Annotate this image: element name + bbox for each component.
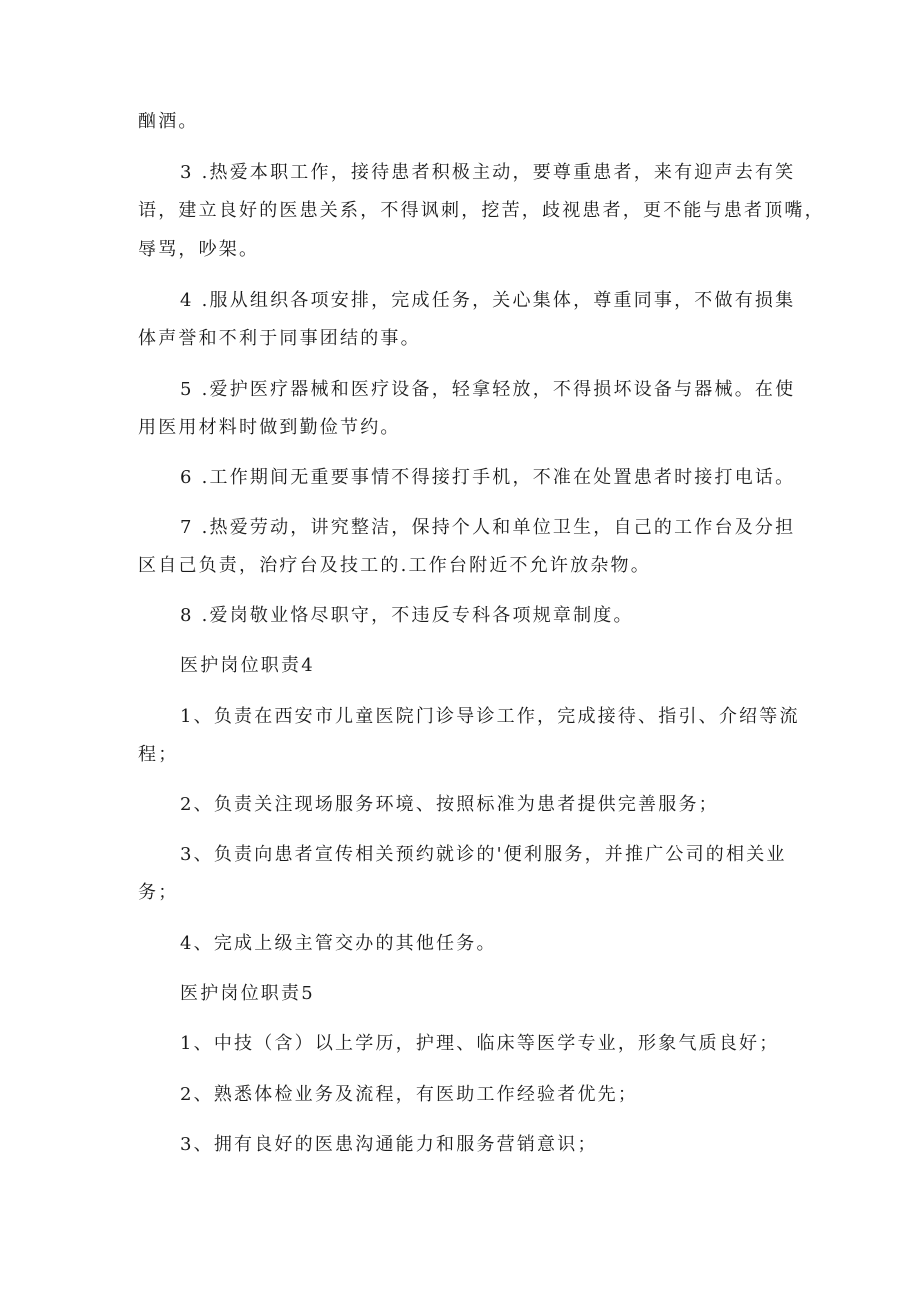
text-line: 区自己负责，治疗台及技工的.工作台附近不允许放杂物。 (138, 555, 651, 576)
section-heading: 医护岗位职责5 (180, 983, 315, 1004)
text-line: 用医用材料时做到勤俭节约。 (138, 417, 401, 438)
section-heading: 医护岗位职责4 (180, 655, 315, 676)
text-line: 4、完成上级主管交办的其他任务。 (180, 933, 497, 954)
text-line: 3、拥有良好的医患沟通能力和服务营销意识； (180, 1134, 598, 1155)
text-line: 8 .爱岗敬业恪尽职守，不违反专科各项规章制度。 (180, 605, 634, 626)
text-line: 辱骂，吵架。 (138, 239, 260, 260)
text-line: 6 .工作期间无重要事情不得接打手机，不准在处置患者时接打电话。 (180, 467, 796, 488)
text-line: 2、熟悉体检业务及流程，有医助工作经验者优先； (180, 1084, 639, 1105)
text-line: 7 .热爱劳动，讲究整洁，保持个人和单位卫生，自己的工作台及分担 (180, 517, 796, 538)
text-line: 酗酒。 (138, 111, 199, 132)
text-line: 程； (138, 744, 179, 765)
text-line: 1、负责在西安市儿童医院门诊导诊工作，完成接待、指引、介绍等流 (180, 706, 800, 727)
text-line: 2、负责关注现场服务环境、按照标准为患者提供完善服务； (180, 794, 719, 815)
text-line: 务； (138, 882, 179, 903)
text-line: 3 .热爱本职工作，接待患者积极主动，要尊重患者，来有迎声去有笑 (180, 162, 796, 183)
text-line: 体声誉和不利于同事团结的事。 (138, 328, 421, 349)
text-line: 5 .爱护医疗器械和医疗设备，轻拿轻放，不得损坏设备与器械。在使 (180, 379, 796, 400)
text-line: 1、中技（含）以上学历，护理、临床等医学专业，形象气质良好； (180, 1033, 780, 1054)
text-line: 3、负责向患者宣传相关预约就诊的'便利服务，并推广公司的相关业 (180, 844, 787, 865)
text-line: 4 .服从组织各项安排，完成任务，关心集体，尊重同事，不做有损集 (180, 290, 796, 311)
text-line: 语，建立良好的医患关系，不得讽刺，挖苦，歧视患者，更不能与患者顶嘴， (138, 200, 825, 221)
